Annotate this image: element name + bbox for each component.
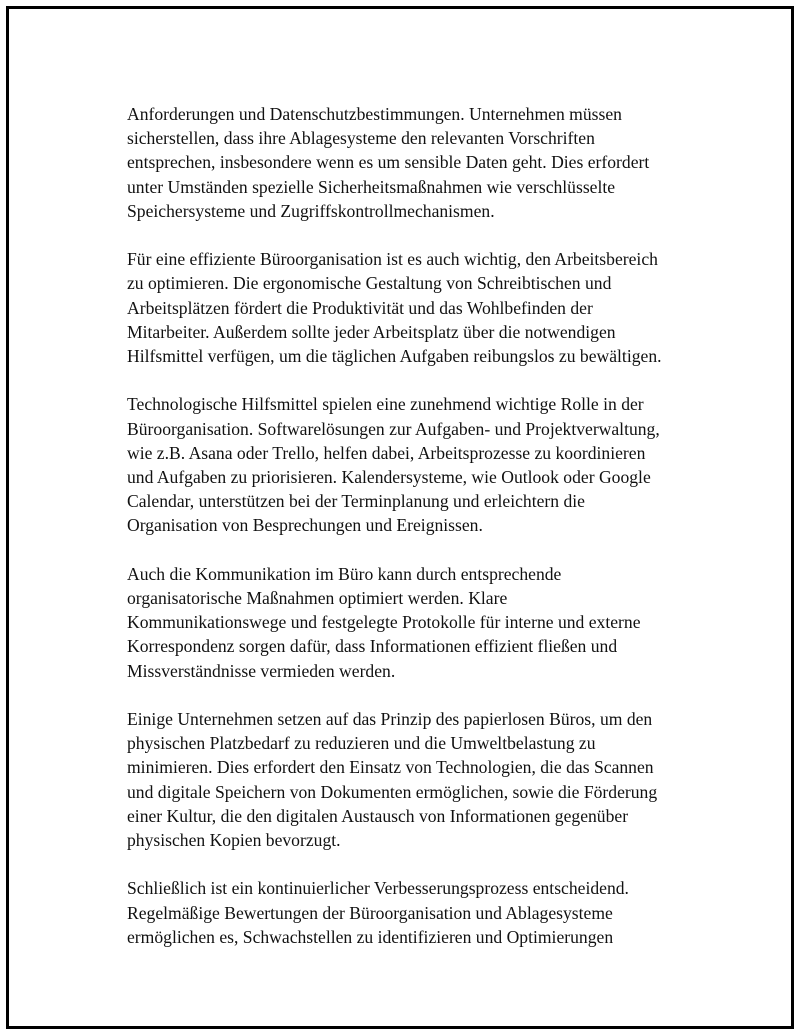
text-line: Organisation von Besprechungen und Ereignissen.	[127, 515, 483, 536]
text-line: Hilfsmittel verfügen, um die täglichen Aufgaben reibungslos zu bewältigen.	[127, 346, 662, 367]
text-line: Anforderungen und Datenschutzbestimmungen. Unternehmen müssen	[127, 104, 622, 124]
paragraph-5	[127, 707, 697, 852]
text-line: Technologische Hilfsmittel spielen eine zunehmend wichtige Rolle in der	[127, 394, 644, 415]
text-line: Speichersysteme und Zugriffskontrollmechanismen.	[127, 200, 495, 221]
text-line: Arbeitsplätzen fördert die Produktivität und das Wohlbefinden der	[127, 297, 593, 318]
text-line: minimieren. Dies erfordert den Einsatz von Technologien, die das Scannen	[127, 757, 654, 778]
page-border	[6, 6, 794, 1029]
paragraph-6	[127, 876, 697, 949]
text-line: und Aufgaben zu priorisieren. Kalendersysteme, wie Outlook oder Google	[127, 467, 651, 488]
text-line: physischen Kopien bevorzugt.	[127, 830, 341, 851]
paragraph-3	[127, 392, 697, 537]
paragraph-1	[127, 102, 697, 223]
text-line: Büroorganisation. Softwarelösungen zur Aufgaben- und Projektverwaltung,	[127, 418, 660, 439]
document-body	[127, 102, 697, 949]
text-line: Missverständnisse vermieden werden.	[127, 660, 396, 681]
paragraph-4	[127, 562, 697, 683]
text-line: Schließlich ist ein kontinuierlicher Verbesserungsprozess entscheidend.	[127, 878, 629, 899]
text-line: Mitarbeiter. Außerdem sollte jeder Arbeitsplatz über die notwendigen	[127, 321, 616, 342]
text-line: unter Umständen spezielle Sicherheitsmaßnahmen wie verschlüsselte	[127, 176, 616, 197]
text-line: ermöglichen es, Schwachstellen zu identifizieren und Optimierungen	[127, 926, 614, 947]
text-line: wie z.B. Asana oder Trello, helfen dabei, Arbeitsprozesse zu koordinieren	[127, 442, 646, 463]
text-line: Für eine effiziente Büroorganisation ist es auch wichtig, den Arbeitsbereich	[127, 249, 658, 270]
text-line: einer Kultur, die den digitalen Austausch von Informationen gegenüber	[127, 805, 629, 826]
text-line: organisatorische Maßnahmen optimiert werden. Klare	[127, 588, 508, 609]
paragraph-2	[127, 247, 697, 368]
text-line: Auch die Kommunikation im Büro kann durch entsprechende	[127, 563, 562, 584]
text-line: zu optimieren. Die ergonomische Gestaltung von Schreibtischen und	[127, 273, 612, 294]
text-line: und digitale Speichern von Dokumenten ermöglichen, sowie die Förderung	[127, 781, 658, 802]
text-line: Einige Unternehmen setzen auf das Prinzip des papierlosen Büros, um den	[127, 709, 653, 730]
text-line: entsprechen, insbesondere wenn es um sensible Daten geht. Dies erfordert	[127, 152, 650, 173]
text-line: Regelmäßige Bewertungen der Büroorganisation und Ablagesysteme	[127, 902, 613, 923]
text-line: physischen Platzbedarf zu reduzieren und die Umweltbelastung zu	[127, 733, 596, 754]
text-line: Calendar, unterstützen bei der Terminplanung und erleichtern die	[127, 491, 585, 512]
text-line: Korrespondenz sorgen dafür, dass Informationen effizient fließen und	[127, 636, 618, 657]
text-line: Kommunikationswege und festgelegte Protokolle für interne und externe	[127, 612, 641, 633]
text-line: sicherstellen, dass ihre Ablagesysteme den relevanten Vorschriften	[127, 128, 595, 149]
